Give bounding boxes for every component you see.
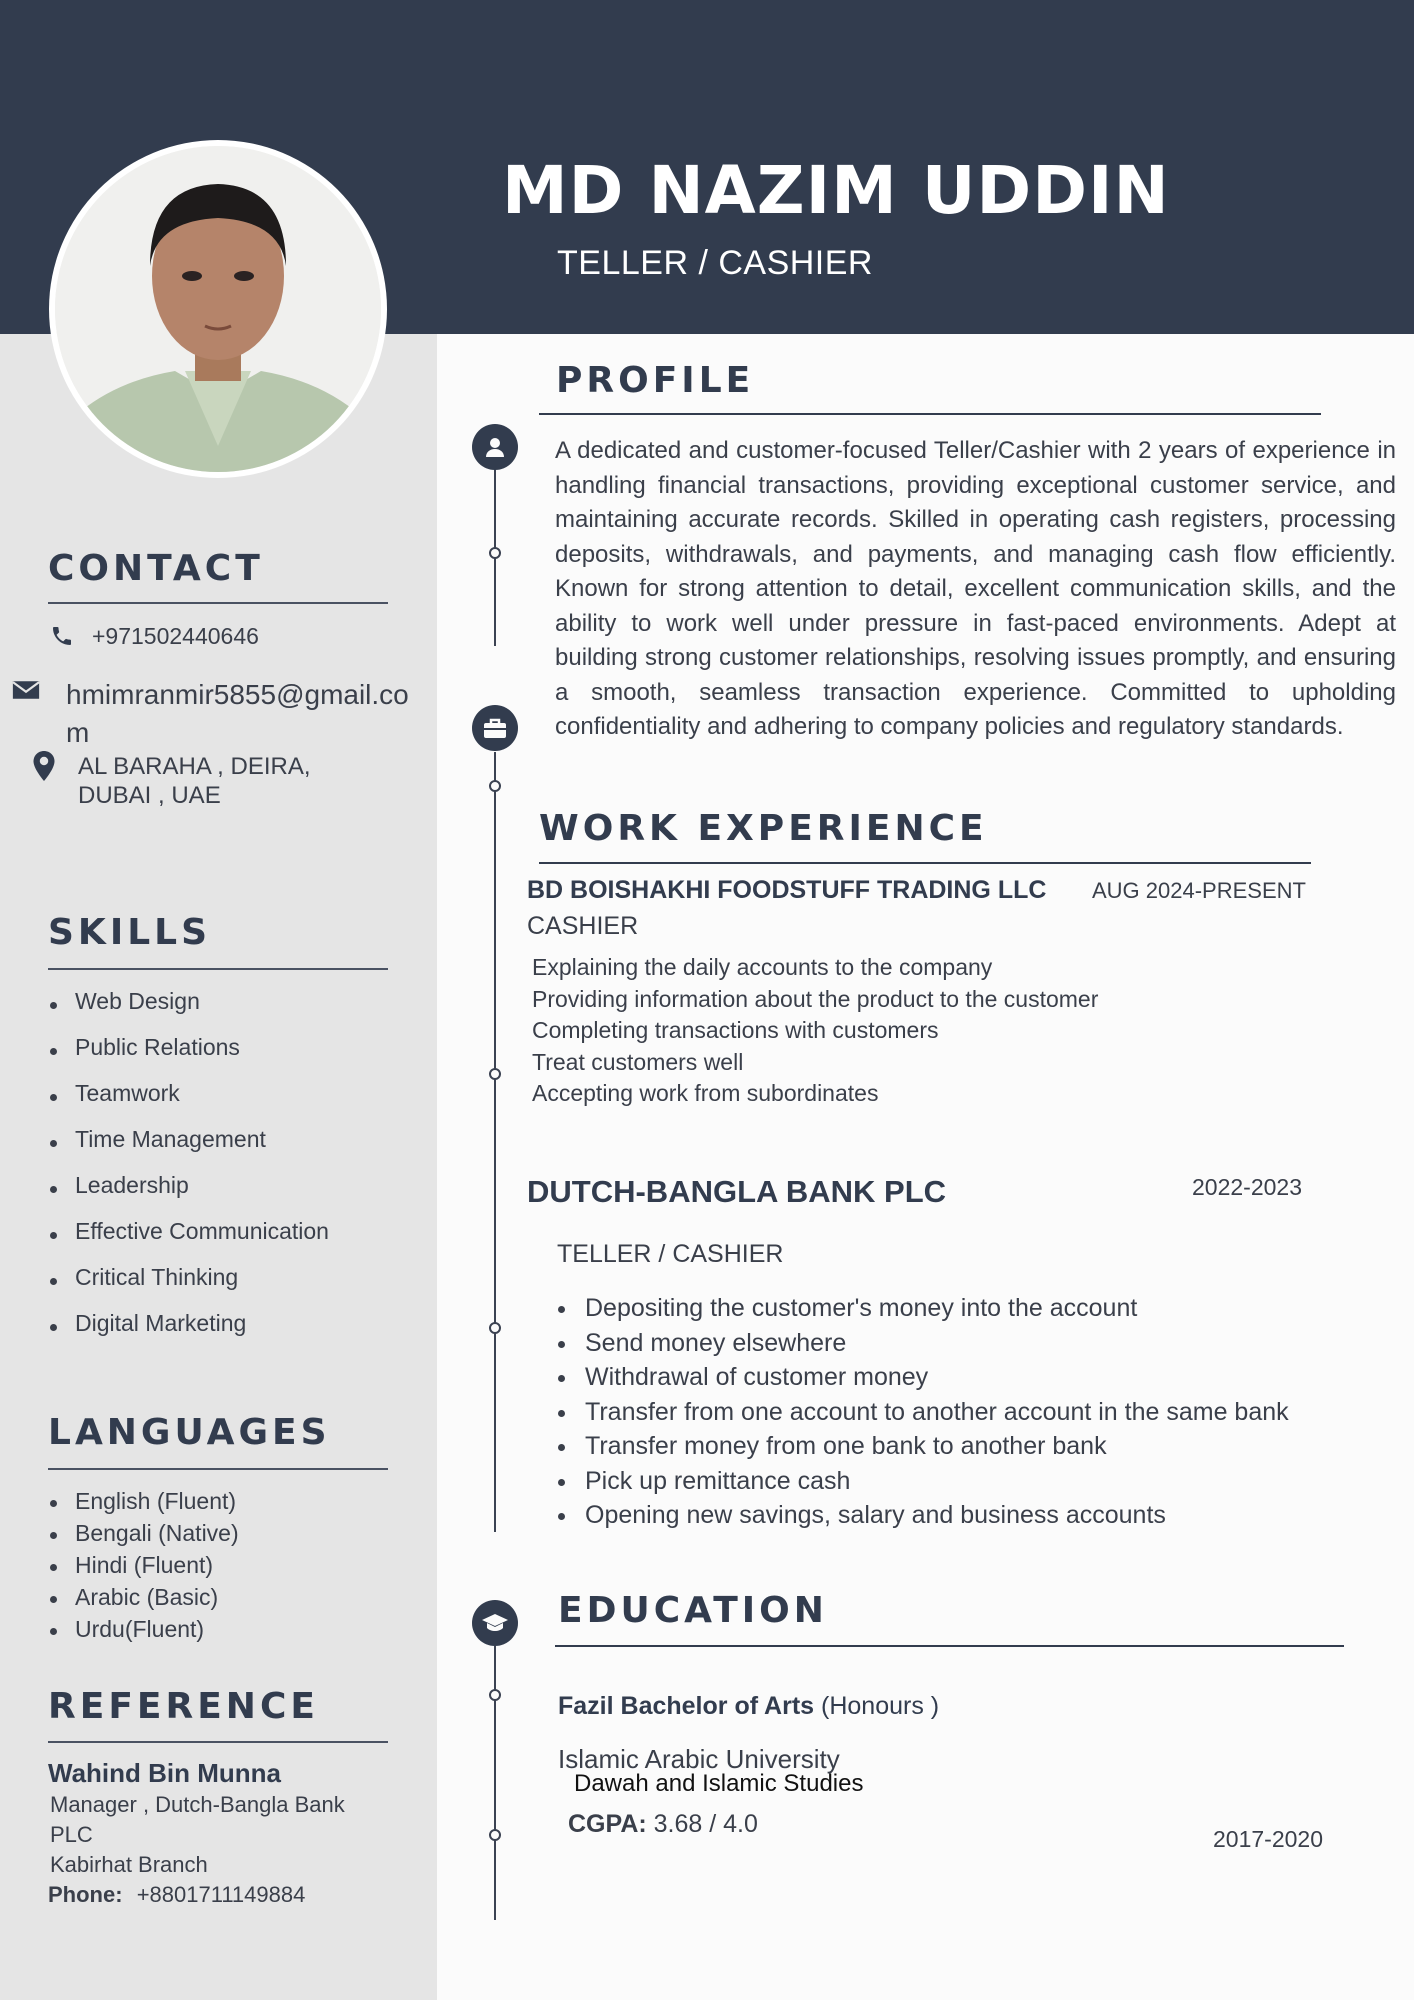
job-2-role: TELLER / CASHIER [557,1240,784,1268]
degree-name: Fazil Bachelor of Arts [558,1692,815,1720]
reference-divider [48,1741,388,1743]
job-2-company: DUTCH-BANGLA BANK PLC [527,1174,947,1209]
address-line-1: AL BARAHA , DEIRA, [78,753,311,780]
list-item: English (Fluent) [48,1488,239,1520]
profile-photo [49,140,387,478]
contact-divider [48,602,388,604]
list-item: Providing information about the product to the customer [532,985,1099,1012]
education-degree [558,1692,939,1721]
reference-line-1: Manager , Dutch-Bangla Bank [50,1792,345,1817]
reference-details [50,1790,345,1880]
profile-divider [539,413,1321,415]
contact-heading: CONTACT [48,548,264,589]
education-cgpa [568,1810,758,1839]
list-item: Completing transactions with customers [532,1017,939,1043]
portrait-image [55,146,381,472]
list-item: Depositing the customer's money into the account [555,1294,1289,1329]
list-item: Teamwork [48,1080,329,1126]
work-experience-heading: WORK EXPERIENCE [539,808,988,849]
list-item: Critical Thinking [48,1264,329,1310]
education-department: Dawah and Islamic Studies [574,1770,864,1797]
timeline-segment [494,1646,496,1920]
list-item: Transfer from one account to another account in the same bank [555,1398,1289,1433]
address-line-2: DUBAI , UAE [78,782,221,809]
timeline-dot [489,780,501,792]
list-item: Opening new savings, salary and business accounts [555,1501,1289,1536]
list-item: Bengali (Native) [48,1520,239,1552]
skills-list [48,988,329,1356]
languages-list [48,1488,239,1648]
reference-phone [48,1882,305,1908]
degree-qualifier: (Honours ) [814,1692,940,1720]
reference-name: Wahind Bin Munna [48,1758,281,1788]
mail-icon [12,676,40,704]
phone-text: +971502440646 [92,623,259,649]
list-item: Accepting work from subordinates [532,1080,879,1106]
list-item: Transfer money from one bank to another bank [555,1432,1289,1467]
list-item: Hindi (Fluent) [48,1552,239,1584]
contact-phone[interactable] [48,622,259,650]
job-2-dates: 2022-2023 [1192,1174,1302,1200]
work-experience-divider [539,862,1311,864]
job-1-duties [532,952,1098,1110]
reference-line-3: Kabirhat Branch [50,1852,208,1877]
list-item: Digital Marketing [48,1310,329,1356]
reference-line-2: PLC [50,1822,93,1847]
timeline-segment [494,752,496,1532]
timeline-dot [489,547,501,559]
list-item: Treat customers well [532,1048,744,1075]
job-1-company: BD BOISHAKHI FOODSTUFF TRADING LLC [527,876,1047,904]
job-2-duties [555,1294,1289,1536]
list-item: Explaining the daily accounts to the company [532,954,993,980]
phone-icon [48,622,76,650]
education-divider [555,1645,1344,1647]
contact-email[interactable] [12,676,409,752]
profile-heading: PROFILE [556,360,755,401]
languages-heading: LANGUAGES [48,1412,331,1453]
list-item: Withdrawal of customer money [555,1363,1289,1398]
education-heading: EDUCATION [558,1590,828,1631]
timeline-dot [489,1689,501,1701]
candidate-title: TELLER / CASHIER [557,244,873,282]
job-1-role: CASHIER [527,912,639,940]
person-icon [472,424,518,470]
profile-summary: A dedicated and customer-focused Teller/Cashier with 2 years of experience in handling financial transactions, providing exceptional customer service, and maintaining accurate records. Skilled in operating cash registers, processing deposits, withdrawals, and payments, and managing cash flow efficiently. Known for strong attention to detail, excellent communication skills, and the ability to work well under pressure in fast-paced environments. Adept at building strong customer relationships, resolving issues promptly, and ensuring a smooth, seamless transaction experience. Committed to upholding confidentiality and adhering to company policies and regulatory standards. [555,437,1396,740]
list-item: Time Management [48,1126,329,1172]
email-line-1: hmimranmir5855@gmail.co [66,679,409,710]
education-dates: 2017-2020 [1213,1826,1323,1852]
cgpa-value: 3.68 / 4.0 [646,1810,758,1838]
graduation-cap-icon [472,1600,518,1646]
list-item: Leadership [48,1172,329,1218]
list-item: Web Design [48,988,329,1034]
contact-address [30,752,311,810]
location-pin-icon [30,752,58,780]
reference-heading: REFERENCE [48,1686,319,1727]
candidate-name: MD NAZIM UDDIN [502,152,1170,229]
skills-heading: SKILLS [48,912,212,953]
cgpa-label: CGPA: [568,1810,647,1838]
briefcase-icon [472,705,518,751]
skills-divider [48,968,388,970]
timeline-dot [489,1322,501,1334]
timeline-dot [489,1829,501,1841]
list-item: Effective Communication [48,1218,329,1264]
list-item: Urdu(Fluent) [48,1616,239,1648]
list-item: Send money elsewhere [555,1329,1289,1364]
list-item: Public Relations [48,1034,329,1080]
education-university: Islamic Arabic University [558,1744,840,1774]
reference-phone-number: +8801711149884 [136,1882,306,1907]
timeline-dot [489,1068,501,1080]
job-1-dates: AUG 2024-PRESENT [1092,878,1306,903]
list-item: Arabic (Basic) [48,1584,239,1616]
reference-phone-label: Phone: [48,1882,123,1907]
email-line-2: m [66,717,90,748]
list-item: Pick up remittance cash [555,1467,1289,1502]
languages-divider [48,1468,388,1470]
